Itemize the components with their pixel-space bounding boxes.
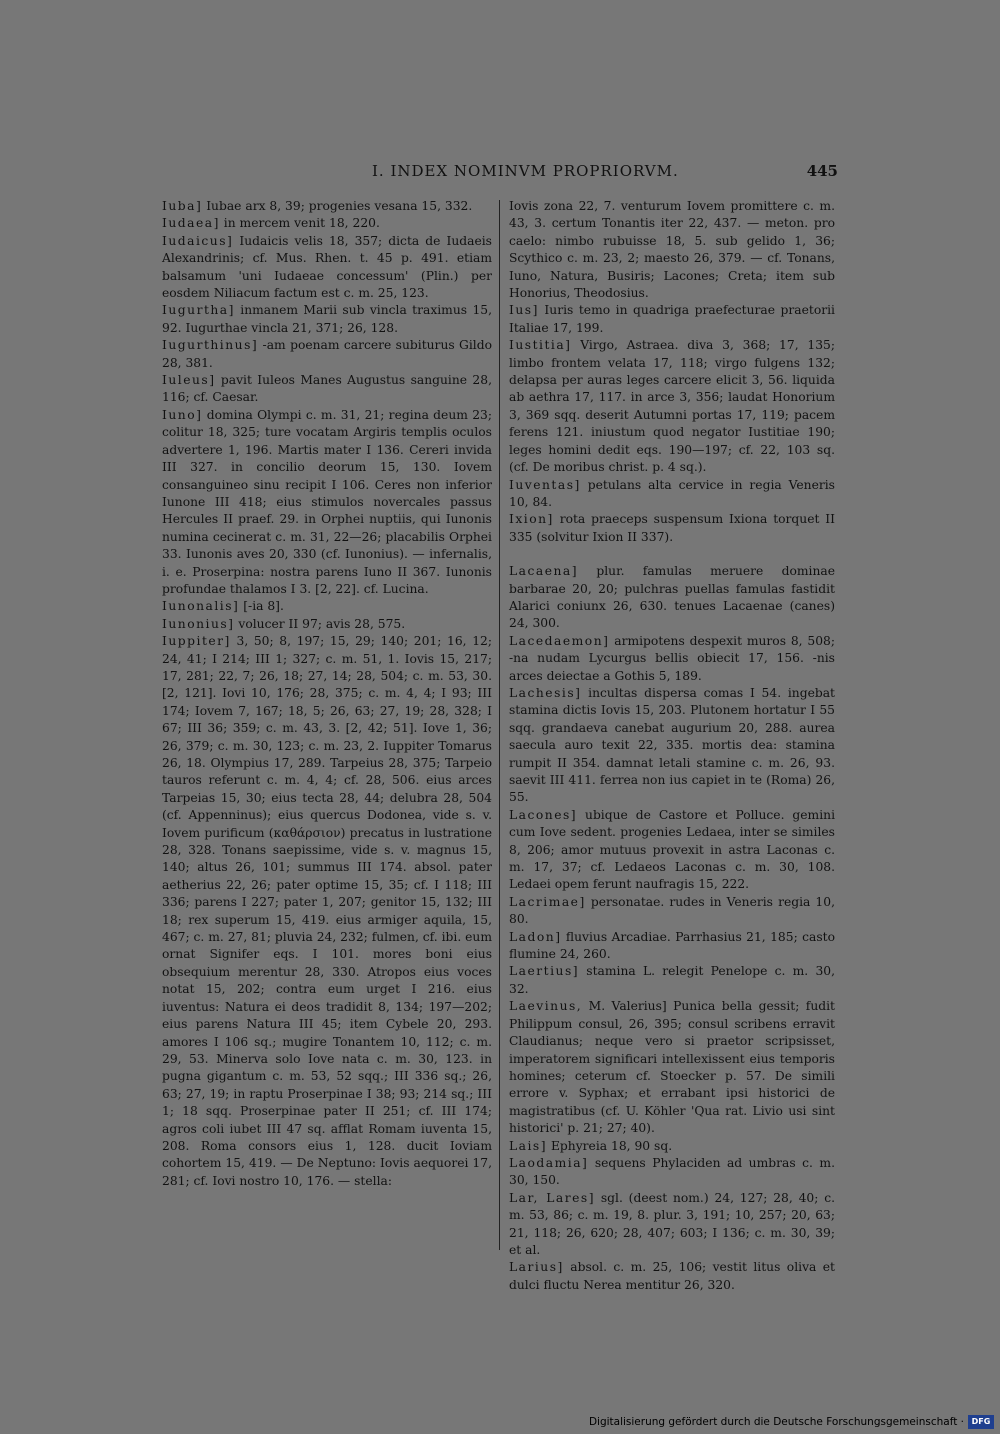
entry-text: Iuris temo in quadriga praefecturae praetorii Italiae 17, 199. [509,303,835,335]
index-entry [509,894,835,929]
index-entry [509,1259,835,1294]
entry-text: M. Valerius] Punica bella gessit; fudit Philippum consul, 26, 395; consul scribens erravit Claudianus; neque vero si praetor scripsisset, imperatorem significari intellexissent eius temporis homines; ceterum cf. Stoecker p. 57. De simili errore v. Syphax; et errabant ipsi historici de magistratibus (cf. U. Köhler 'Qua rat. Livio usi sint historici' p. 21; 27; 40). [509,999,835,1136]
entry-lemma: Ius] [509,303,539,318]
entry-lemma: Iudaicus] [162,233,234,248]
entry-lemma: Iugurthinus] [162,338,259,353]
entry-text: sequens Phylaciden ad umbras c. m. 30, 150. [509,1155,835,1188]
index-entry [509,929,835,964]
index-entry [162,233,492,303]
entry-text: personatae. rudes in Veneris regia 10, 80. [509,894,835,927]
entry-text: ubique de Castore et Polluce. gemini cum Iove sedent. progenies Ledaea, inter se similes 8, 206; amor mutuus provexit in astra Laconas c. m. 17, 37; cf. Ledaeos Laconas c. m. 30, 108. Ledaei opem ferunt naufragis 15, 222. [509,807,835,892]
footer-credit: Digitalisierung gefördert durch die Deutsche Forschungsgemeinschaft · [588,1416,964,1428]
entry-text: volucer II 97; avis 28, 575. [234,616,406,631]
entry-text: Iubae arx 8, 39; progenies vesana 15, 332. [202,199,473,213]
column-divider [499,200,500,1250]
footer [0,1414,1000,1432]
page-header [162,162,842,186]
index-entry [162,337,492,372]
entry-text: sgl. (deest nom.) 24, 127; 28, 40; c. m. 53, 86; c. m. 19, 8. plur. 3, 191; 10, 257; 20, 63; 21, 118; 26, 620; 28, 407; 603; I 136; c. m. 30, 39; et al. [509,1190,835,1257]
entry-text: 3, 50; 8, 197; 15, 29; 140; 201; 16, 12; 24, 41; I 214; III 1; 327; c. m. 51, 1. Iovis 15, 217; 17, 281; 22, 7; 26, 18; 27, 14; 28, 504; c. m. 53, 30. [2, 121]. Iovi 10, 176; 28, 375; c. m. 4, 4; I 93; III 174; Iovem 7, 167; 18, 5; 26, 63; 27, 19; 28, 328; I 67; III 36; 359; c. m. 43, 3. [2, 42; 51]. Iove 1, 36; 26, 379; c. m. 30, 123; c. m. 23, 2. Iuppiter Tomarus 26, 18. Olympius 17, 289. Tarpeius 28, 375; Tarpeio tauros referunt c. m. 4, 4; cf. 28, 506. eius arces Tarpeias 15, 30; eius tecta 28, 44; delubra 28, 504 (cf. Appenninus); eius quercus Dodonea, vide s. v. Iovem purificum (καθάρσιον) precatus in lustratione 28, 328. Tonans saepissime, vide s. v. magnus 15, 140; altus 26, 101; summus III 174. absol. pater aetherius 22, 26; pater optime 15, 35; cf. I 118; III 336; parens I 227; pater 1, 207; genitor 15, 132; III 18; rex superum 15, 419. eius armiger aquila, 15, 467; c. m. 27, 81; pluvia 24, 232; fulmen, cf. ibi. eum ornat Signifer eqs. I 101. mores boni eius obsequium merentur 28, 330. Atropos eius voces notat 15, 202; contra eum urget I 216. eius iuventus: Natura ei deos tradidit 8, 134; 197—202; eius parens Natura III 45; item Cybele 20, 293. amores I 106 sq.; mugire Tonantem 10, 112; c. m. 29, 53. Minerva solo Iove nata c. m. 30, 123. in pugna gigantum c. m. 53, 52 sqq.; III 336 sq.; 26, 63; 27, 19; in raptu Proserpinae I 38; 93; 214 sq.; III 1; 18 sqq. Proserpinae pater II 251; cf. III 174; agros coli iubet III 47 sq. afflat Romam iuventa 15, 208. Roma consors eius 1, 128. ducit Ioviam cohortem 15, 419. — De Neptuno: Iovis aequorei 17, 281; cf. Iovi nostro 10, 176. — stella: [162,634,493,1188]
index-entry [509,633,835,685]
entry-lemma: Iudaea] [162,216,220,231]
entry-text: Ephyreia 18, 90 sq. [547,1138,673,1153]
entry-lemma: Iuleus] [162,373,216,388]
entry-text: in mercem venit 18, 220. [219,216,380,231]
index-entry [509,998,835,1137]
index-entry [509,477,835,512]
index-entry [162,372,492,407]
entry-text: Iudaicis velis 18, 357; dicta de Iudaeis Alexandrinis; cf. Mus. Rhen. t. 45 p. 491. etiam balsamum 'uni Iudaeae concessum' (Plin.) per eosdem Niliacum factum est c. m. 25, 123. [162,233,492,301]
section-gap [509,546,835,563]
index-entry [162,598,492,615]
entry-text: Iovis zona 22, 7. venturum Iovem promittere c. m. 43, 3. certum Tonantis iter 22, 437. — meton. pro caelo: nimbo rubuisse 18, 5. sub gelido 1, 36; Scythico c. m. 23, 2; maesto 26, 379. — cf. Tonans, Iuno, Natura, Busiris; Lacones; Creta; item sub Honorius, Theodosius. [509,199,835,301]
entry-lemma: Iuventas] [509,477,581,492]
entry-text: Virgo, Astraea. diva 3, 368; 17, 135; limbo frontem velata 17, 118; virgo fulgens 132; delapsa per auras leges carcere elicit 3, 56. liquida ab aethra 17, 117. in arce 3, 356; laudat Honorium 3, 369 sqq. deserit Autumni portas 17, 119; pacem ferens 121. iniustum quod negator Iustitiae 190; leges homini dedit eqs. 190—197; cf. 22, 103 sq. (cf. De moribus christ. p. 4 sq.). [509,338,835,475]
index-entry [509,563,835,633]
entry-text: pavit Iuleos Manes Augustus sanguine 28, 116; cf. Caesar. [162,373,492,405]
entry-lemma: Iunonalis] [162,599,240,614]
entry-lemma: Lacaena] [509,564,579,579]
entry-lemma: Iugurtha] [162,303,235,318]
entry-lemma: Larius] [509,1260,564,1275]
entry-lemma: Laertius] [509,964,580,979]
index-entry [509,685,835,807]
entry-lemma: Lais] [509,1138,548,1153]
entry-text: incultas dispersa comas I 54. ingebat stamina dictis Iovis 15, 203. Plutonem hortatur I 55 sqq. grandaeva canebat augurium 20, 288. aurea saecula auro texit 22, 335. mortis dea: stamina rumpit II 354. damnat letali stamine c. m. 26, 93. saevit III 411. ferrea non ius capiet in te (Roma) 26, 55. [509,685,835,805]
right-column [509,198,835,1294]
index-entry [509,1138,835,1155]
index-entry [509,198,835,302]
index-entry [509,1155,835,1190]
index-entry [162,407,492,598]
entry-lemma: Iuppiter] [162,634,231,649]
page-number: 445 [806,162,838,180]
entry-lemma: Laevinus, [509,999,583,1014]
index-entry [509,302,835,337]
entry-lemma: Laodamia] [509,1155,589,1170]
entry-lemma: Ladon] [509,929,562,944]
entry-text: [-ia 8]. [239,599,284,614]
entry-text: stamina L. relegit Penelope c. m. 30, 32. [509,964,835,996]
entry-text: -am poenam carcere subiturus Gildo 28, 381. [162,338,492,370]
entry-lemma: Lacedaemon] [509,633,610,648]
left-column [162,198,492,1190]
entry-text: rota praeceps suspensum Ixiona torquet II 335 (solvitur Ixion II 337). [509,512,835,544]
dfg-logo: DFG [968,1415,994,1429]
index-entry [162,616,492,633]
entry-lemma: Ixion] [509,512,554,527]
page-title: I. INDEX NOMINVM PROPRIORVM. [372,162,679,180]
index-entry [162,215,492,232]
entry-text: absol. c. m. 25, 106; vestit litus oliva et dulci fluctu Nerea mentitur 26, 320. [509,1260,835,1292]
entry-lemma: Iuba] [162,199,203,213]
index-entry [509,963,835,998]
entry-lemma: Iunonius] [162,616,235,631]
entry-lemma: Lachesis] [509,685,582,700]
entry-lemma: Iuno] [162,407,203,422]
entry-lemma: Lacones] [509,807,578,822]
entry-lemma: Iustitia] [509,338,572,353]
index-entry [162,302,492,337]
index-entry [162,198,492,215]
entry-text: armipotens despexit muros 8, 508; -na nudam Lycurgus bellis obiecit 17, 156. -nis arces deiectae a Gothis 5, 189. [509,633,835,683]
index-entry [162,633,492,1190]
entry-text: fluvius Arcadiae. Parrhasius 21, 185; casto flumine 24, 260. [509,929,835,962]
index-entry [509,337,835,476]
entry-text: petulans alta cervice in regia Veneris 10, 84. [509,477,835,509]
entry-text: inmanem Marii sub vincla traximus 15, 92. Iugurthae vincla 21, 371; 26, 128. [162,303,492,335]
index-entry [509,511,835,546]
index-entry [509,807,835,894]
entry-lemma: Lar, Lares] [509,1190,596,1205]
entry-text: domina Olympi c. m. 31, 21; regina deum 23; colitur 18, 325; ture vocatam Argiris templis oculos advertere 1, 196. Martis mater I 136. Cereri invida III 327. in concilio deorum 15, 130. Iovem consanguineo sinu recipit I 106. Ceres non inferior Iunone III 418; eius stimulos novercales passus Hercules II praef. 29. in Orphei nuptiis, qui Iunonis numina cecinerat c. m. 31, 22—26; placabilis Orphei 33. Iunonis aves 20, 330 (cf. Iunonius). — infernalis, i. e. Proserpina: nostra parens Iuno II 367. Iunonis profundae thalamos I 3. [2, 22]. cf. Lucina. [162,407,492,596]
entry-lemma: Lacrimae] [509,894,586,909]
entry-text: plur. famulas meruere dominae barbarae 20, 20; pulchras puellas famulas fastidit Alarici coniunx 26, 630. tenues Lacaenae (canes) 24, 300. [509,564,835,631]
index-entry [509,1190,835,1260]
